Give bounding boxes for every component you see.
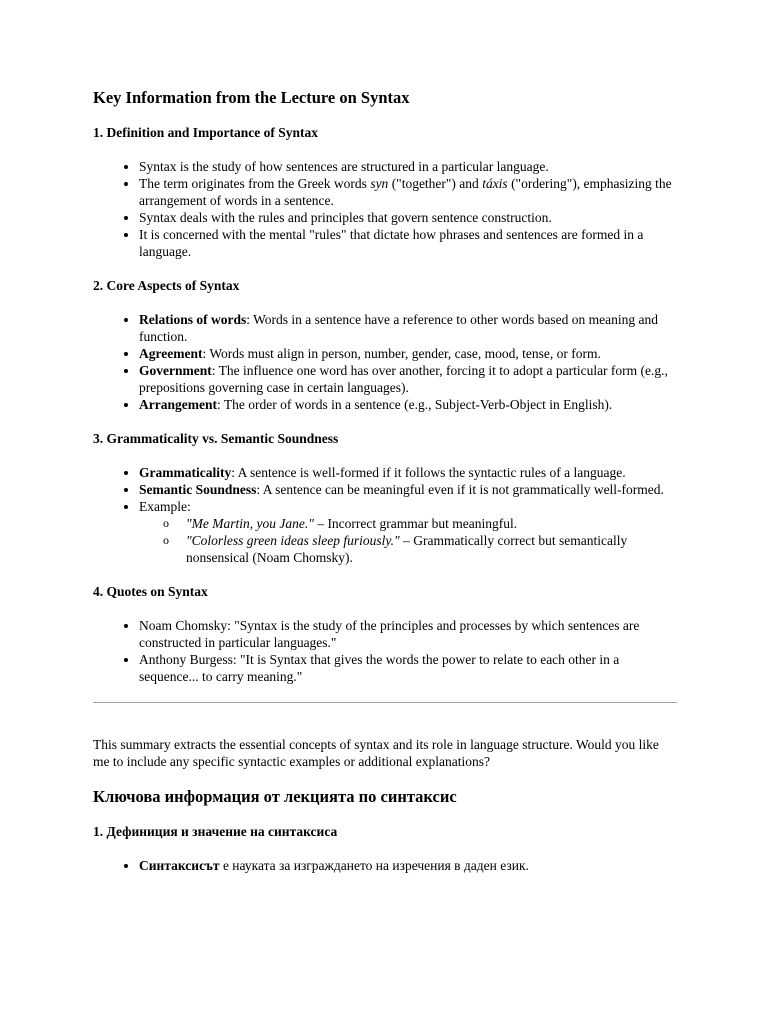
list-item bbox=[139, 311, 677, 345]
example-quote: "Colorless green ideas sleep furiously." bbox=[186, 533, 400, 548]
example-sublist bbox=[139, 515, 677, 566]
list-item bbox=[139, 345, 677, 362]
sub-list-item bbox=[186, 532, 677, 566]
section-2-heading: 2. Core Aspects of Syntax bbox=[93, 278, 240, 293]
bulgarian-section-1-heading: 1. Дефиниция и значение на синтаксиса bbox=[93, 824, 338, 839]
bulgarian-section-1-list bbox=[93, 857, 677, 874]
term: Agreement bbox=[139, 346, 203, 361]
list-item-text: : A sentence is well-formed if it follows the syntactic rules of a language. bbox=[231, 465, 626, 480]
quote-text: Noam Chomsky: "Syntax is the study of the principles and processes by which sentences are constructed in particular languages." bbox=[139, 618, 640, 650]
list-item bbox=[139, 226, 677, 260]
list-item-text: : The influence one word has over another, forcing it to adopt a particular form (e.g., prepositions governing case in certain languages). bbox=[139, 363, 668, 395]
document-page bbox=[93, 88, 677, 891]
list-item bbox=[139, 498, 677, 566]
list-item-text: : Words must align in person, number, gender, case, mood, tense, or form. bbox=[202, 346, 601, 361]
list-item bbox=[139, 857, 677, 874]
list-item bbox=[139, 481, 677, 498]
quote-text: Anthony Burgess: "It is Syntax that gives the words the power to relate to each other in a sequence... to carry meaning." bbox=[139, 652, 620, 684]
summary-paragraph: This summary extracts the essential concepts of syntax and its role in language structure. Would you like me to include any specific syntactic examples or additional explanations? bbox=[93, 737, 659, 769]
list-item-text: Syntax is the study of how sentences are structured in a particular language. bbox=[139, 159, 549, 174]
section-3-heading: 3. Grammaticality vs. Semantic Soundness bbox=[93, 431, 339, 446]
section-4-list bbox=[93, 617, 677, 685]
list-item-text: – Incorrect grammar but meaningful. bbox=[313, 516, 518, 531]
greek-word-taxis: táxis bbox=[482, 176, 508, 191]
section-1-heading: 1. Definition and Importance of Syntax bbox=[93, 125, 319, 140]
list-item-text: : Words in a sentence have a reference to other words based on meaning and function. bbox=[139, 312, 659, 344]
document-title: Key Information from the Lecture on Syntax bbox=[93, 88, 410, 107]
list-item-text: ("together") and bbox=[388, 176, 483, 191]
term: Arrangement bbox=[139, 397, 217, 412]
list-item bbox=[139, 396, 677, 413]
list-item-text: The term originates from the Greek words bbox=[139, 176, 371, 191]
section-4-heading: 4. Quotes on Syntax bbox=[93, 584, 208, 599]
example-label: Example: bbox=[139, 499, 191, 514]
term: Government bbox=[139, 363, 212, 378]
list-item bbox=[139, 158, 677, 175]
sub-list-item bbox=[186, 515, 677, 532]
list-item-text: : A sentence can be meaningful even if it is not grammatically well-formed. bbox=[256, 482, 664, 497]
list-item-text: ("ordering"), emphasizing the arrangement of words in a sentence. bbox=[139, 176, 672, 208]
section-2-list bbox=[93, 311, 677, 413]
term: Relations of words bbox=[139, 312, 247, 327]
term: Синтаксисът bbox=[139, 858, 220, 873]
greek-word-syn: syn bbox=[370, 176, 389, 191]
list-item-text: е науката за изграждането на изречения в даден език. bbox=[219, 858, 529, 873]
list-item-text: It is concerned with the mental "rules" that dictate how phrases and sentences are formed in a language. bbox=[139, 227, 644, 259]
list-item bbox=[139, 464, 677, 481]
list-item-text: : The order of words in a sentence (e.g., Subject-Verb-Object in English). bbox=[216, 397, 613, 412]
term: Semantic Soundness bbox=[139, 482, 257, 497]
list-item bbox=[139, 175, 677, 209]
list-item bbox=[139, 209, 677, 226]
list-item bbox=[139, 651, 677, 685]
list-item bbox=[139, 617, 677, 651]
example-quote: "Me Martin, you Jane." bbox=[186, 516, 314, 531]
list-item-text: – Grammatically correct but semantically nonsensical (Noam Chomsky). bbox=[186, 533, 628, 565]
section-3-list bbox=[93, 464, 677, 566]
bulgarian-title: Ключова информация от лекцията по синтаксис bbox=[93, 787, 457, 806]
list-item bbox=[139, 362, 677, 396]
horizontal-divider bbox=[93, 702, 677, 703]
list-item-text: Syntax deals with the rules and principles that govern sentence construction. bbox=[139, 210, 552, 225]
term: Grammaticality bbox=[139, 465, 232, 480]
section-1-list bbox=[93, 158, 677, 260]
